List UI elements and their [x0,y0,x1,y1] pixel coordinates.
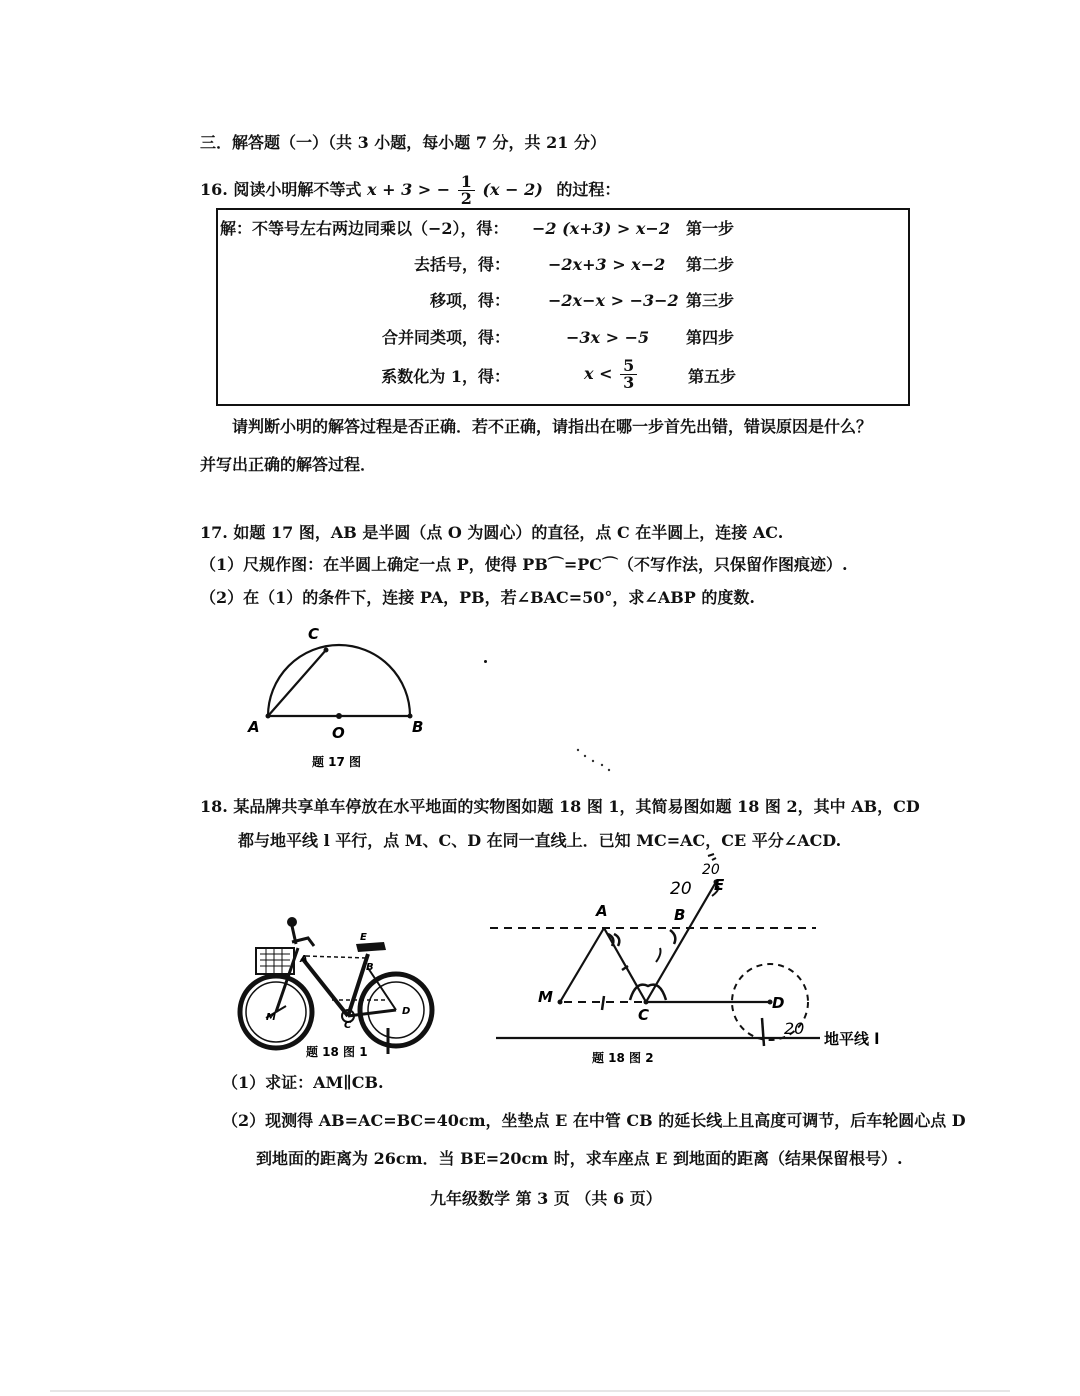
q16-step4-label: 合并同类项，得： [381,328,510,347]
q16-step5-fraction [620,358,637,391]
fig2-mark-20-top: 20 [670,879,692,899]
q18-fig2-diagram [490,850,890,1070]
label-c: C [308,625,320,643]
point-c [324,648,329,653]
fig2-mark-20-e: 20 [702,862,720,878]
q16-ineq-right: (x − 2) [482,180,543,199]
label-a: A [248,718,260,736]
q16-prompt-line2: 并写出正确的解答过程． [200,455,377,474]
fig1-caption: 题 18 图 1 [306,1045,368,1059]
fig1-label-m: M [266,1012,276,1023]
label-o: O [332,724,345,742]
q18-part2-line1: （2）现测得 AB=AC=BC=40cm，坐垫点 E 在中管 CB 的延长线上且高度可调节，后车轮圆心点 D [222,1111,966,1130]
q16-ineq-left: x + 3 > − [367,180,451,199]
fig1-label-a: A [300,954,308,965]
q16-step1-expr: −2 (x+3) > x−2 [532,219,670,238]
q16-fraction [458,174,475,207]
q16-step5-x: x < [584,364,613,383]
q18-part2-line2: 到地面的距离为 26cm．当 BE=20cm 时，求车座点 E 到地面的距离（结果保留根号）. [256,1149,903,1168]
q16-step2-expr: −2x+3 > x−2 [548,255,666,274]
q16-step4-tag: 第四步 [686,328,735,347]
fig2-mark-20-d: 20 [784,1019,805,1038]
fig2-label-a: A [596,902,608,920]
fig2-label-c: C [638,1006,650,1024]
q16-frac-den: 2 [460,189,472,208]
fig1-label-e: E [360,932,367,943]
q17-caption: 题 17 图 [312,755,362,769]
q16-step3-expr: −2x−x > −3−2 [548,291,679,310]
fig1-label-c: C [344,1020,352,1031]
semicircle-arc [268,645,410,716]
q16-step5-den: 3 [623,373,635,392]
q17-stem: 17. 如题 17 图，AB 是半圆（点 O 为圆心）的直径，点 C 在半圆上，连接 AC. [200,523,784,542]
q16-prompt-line1: 请判断小明的解答过程是否正确．若不正确，请指出在哪一步首先出错，错误原因是什么？ [232,417,873,436]
point-a [266,714,271,719]
q16-step5-num: 5 [620,358,637,375]
basket [256,948,294,974]
fig2-label-e: E [714,876,725,894]
q16-step5-label: 系数化为 1，得： [381,367,510,386]
point-c [644,1000,649,1005]
q17-figure [240,620,440,769]
q16-suffix: 的过程： [556,180,621,199]
section-title: 三．解答题（一）（共 3 小题，每小题 7 分，共 21 分） [200,133,606,152]
seat [356,942,386,952]
fig2-label-d: D [772,994,785,1012]
q16-step5-tag: 第五步 [688,367,737,386]
scan-edge [50,1390,1010,1392]
fig2-label-m: M [538,988,553,1006]
q18-part1: （1）求证：AM∥CB. [222,1073,384,1092]
q16-step3-label: 移项，得： [429,291,510,310]
q16-step2-label: 去括号，得： [413,255,510,274]
fig1-label-b: B [366,962,374,973]
q16-stem [200,174,620,207]
q17-part1: （1）尺规作图：在半圆上确定一点 P，使得 PB⌒=PC⌒（不写作法，只保留作图痕迹）. [200,555,848,574]
label-b: B [412,718,424,736]
point-m [558,1000,563,1005]
fig2-caption: 题 18 图 2 [592,1051,654,1065]
q16-step4-expr: −3x > −5 [566,328,650,347]
segment-ac [604,928,646,1002]
q18-fig1-bicycle [236,908,446,1068]
fig1-label-d: D [402,1006,411,1017]
scan-speck [484,660,487,663]
q16-frac-num: 1 [458,174,475,191]
q18-stem-line1: 18. 某品牌共享单车停放在水平地面的实物图如题 18 图 1，其简易图如题 18 图 2，其中 AB，CD [200,797,920,816]
fig2-ground-label: 地平线 l [824,1030,880,1048]
q16-step1-tag: 第一步 [686,219,735,238]
q16-step1-label: 解：不等号左右两边同乘以（−2），得： [220,219,509,238]
segment-am [560,928,604,1002]
q16-step3-tag: 第三步 [686,291,735,310]
page-footer: 九年级数学 第 3 页 （共 6 页） [430,1189,662,1208]
fig2-label-b: B [674,906,686,924]
q17-part2: （2）在（1）的条件下，连接 PA，PB，若∠BAC=50°，求∠ABP 的度数. [200,588,755,607]
scan-specks [576,748,616,774]
q16-step2-tag: 第二步 [686,255,735,274]
q18-stem-line2: 都与地平线 l 平行，点 M、C、D 在同一直线上．已知 MC=AC，CE 平分∠ACD. [238,831,842,850]
point-o [336,713,342,719]
q16-step5-expr [584,358,639,391]
q16-prefix: 16. 阅读小明解不等式 [200,180,362,199]
